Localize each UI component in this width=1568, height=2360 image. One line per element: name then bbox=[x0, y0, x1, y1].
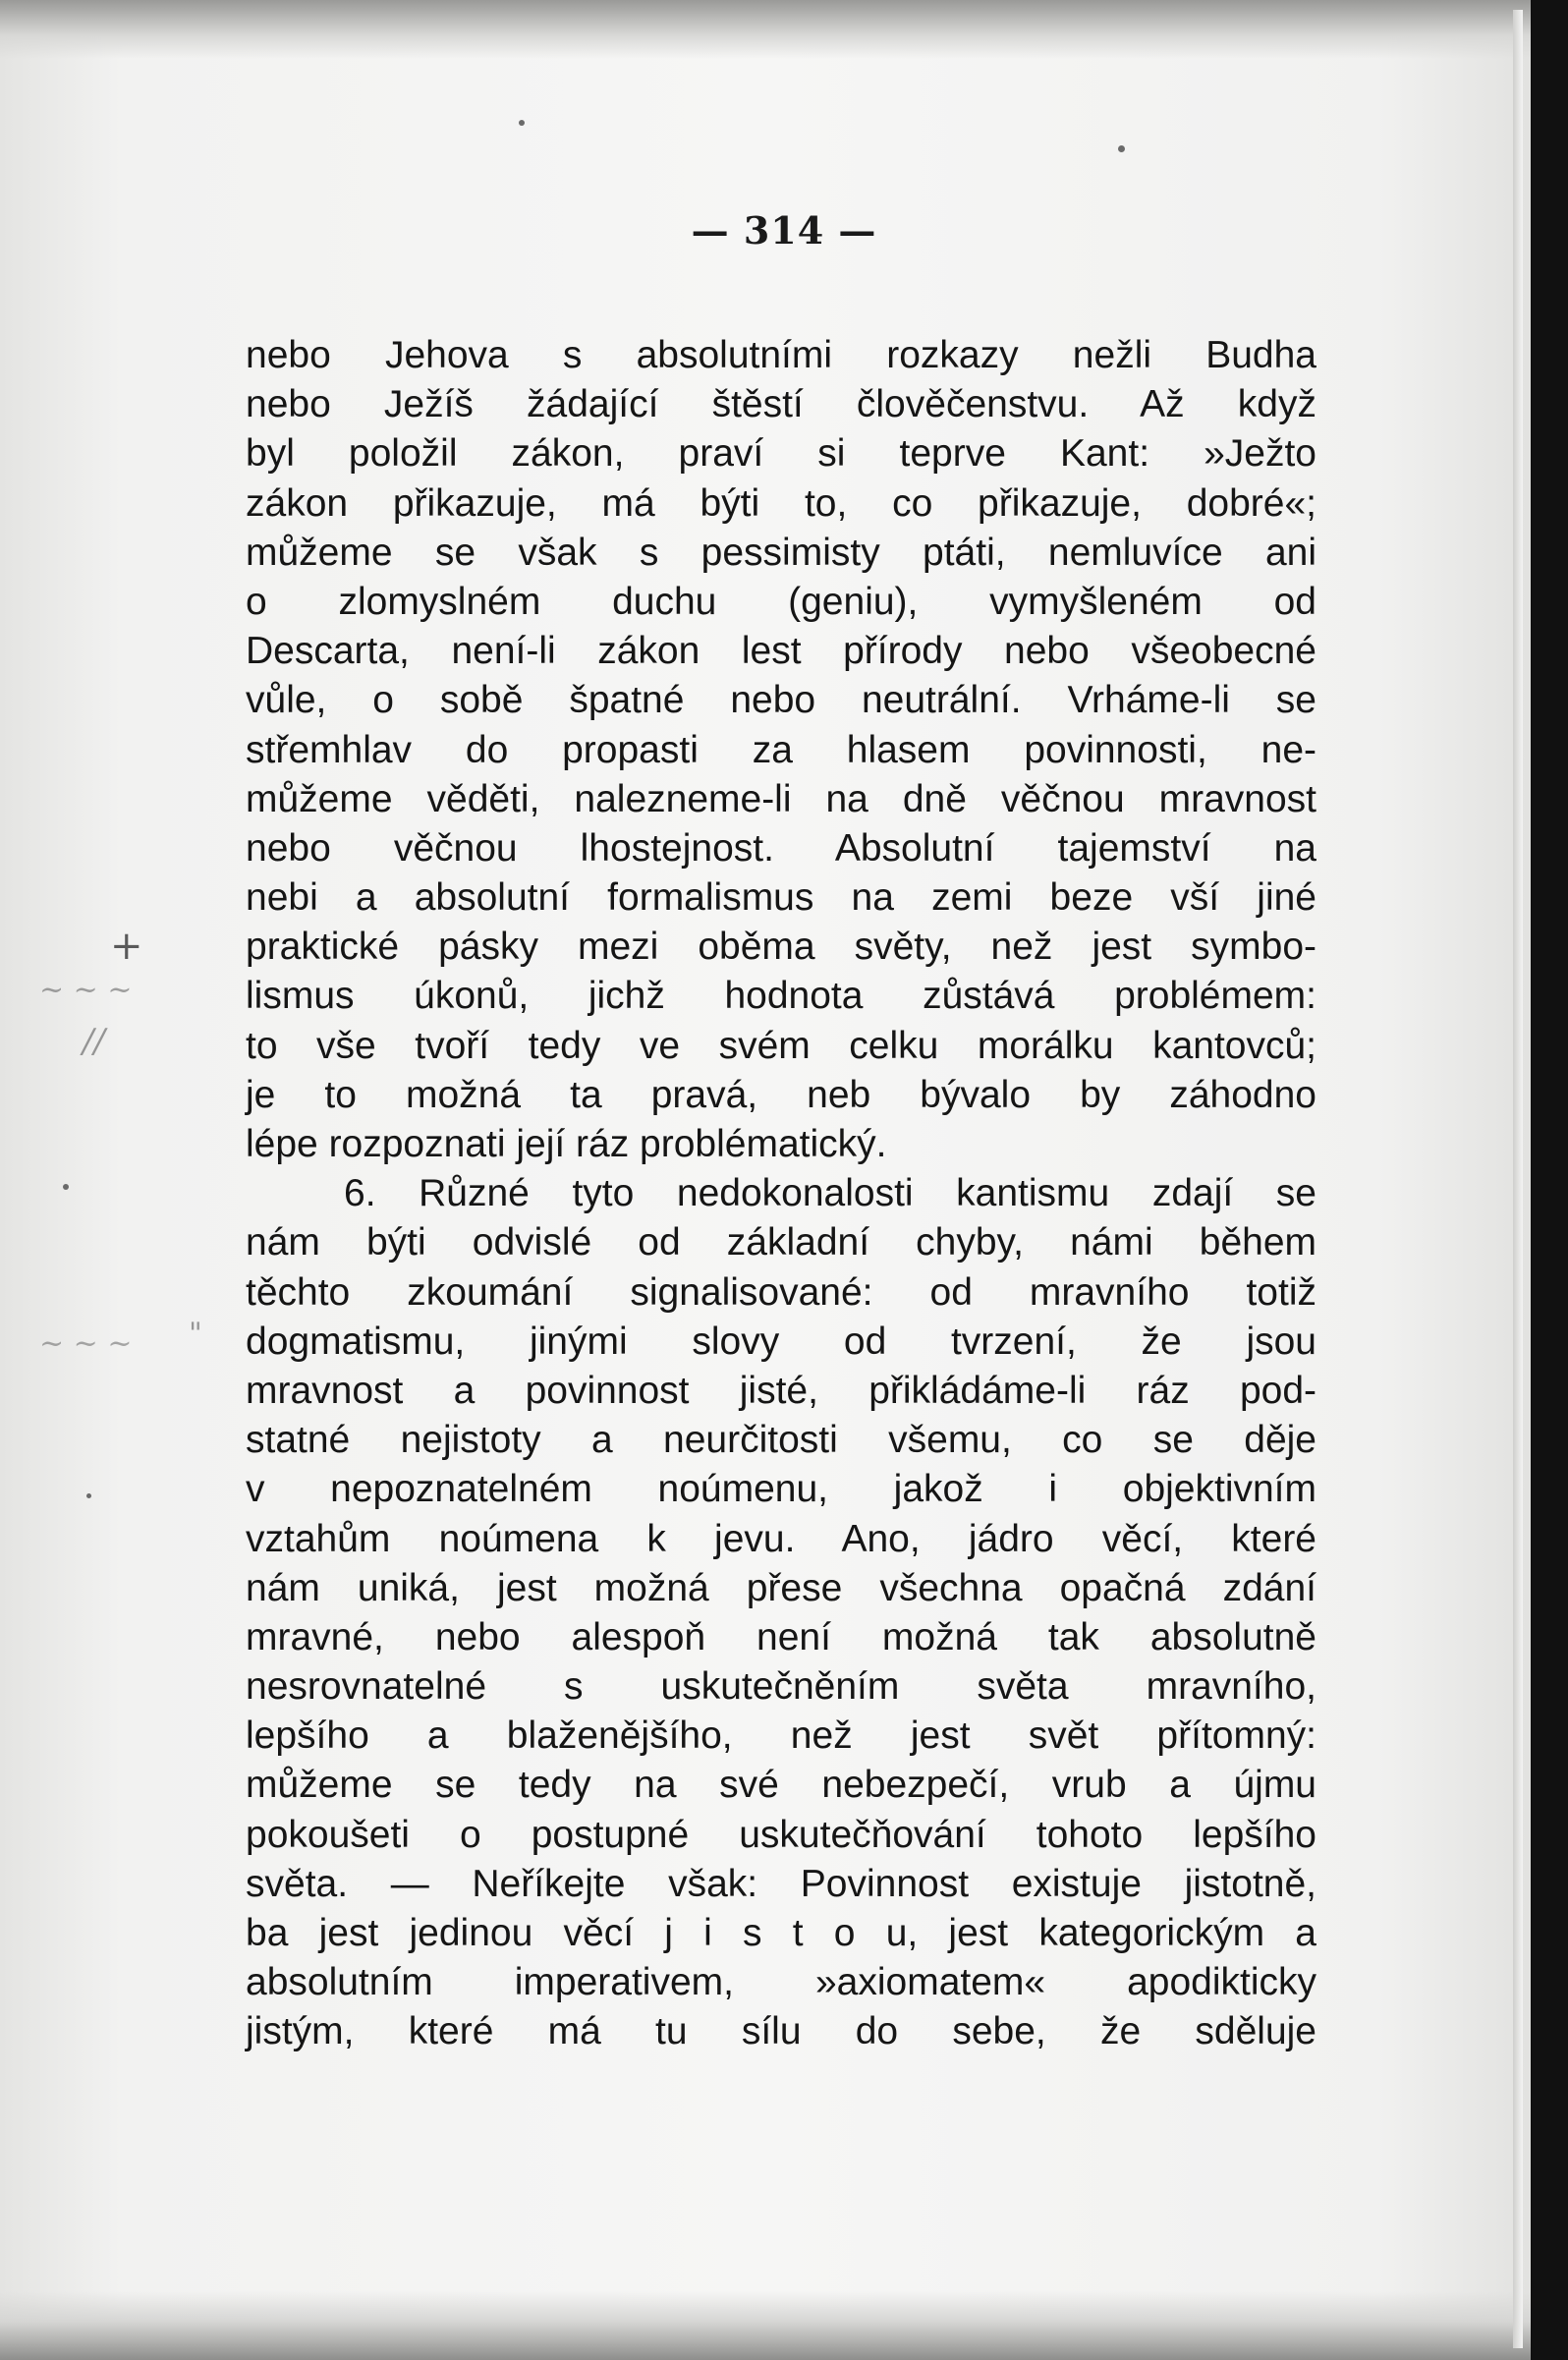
margin-pencil-scribble: ~ ~ ~ bbox=[39, 973, 133, 1007]
margin-pencil-mark: " bbox=[189, 1317, 202, 1351]
text-line: světa. — Neříkejte však: Povinnost existuje jistotně, bbox=[246, 1862, 1316, 1905]
text-line: to vše tvoří tedy ve svém celku morálku kantovců; bbox=[246, 1024, 1316, 1067]
text-line: vůle, o sobě špatné nebo neutrální. Vrháme-li se bbox=[246, 679, 1316, 722]
paper-speck bbox=[63, 1184, 69, 1190]
text-line: lepšího a blaženějšího, než jest svět přítomný: bbox=[246, 1714, 1316, 1758]
text-line: můžeme věděti, nalezneme-li na dně věčnou mravnost bbox=[246, 777, 1316, 820]
text-line: můžeme se tedy na své nebezpečí, vrub a újmu bbox=[246, 1764, 1316, 1807]
paragraph-last-line: lépe rozpoznati její ráz problématický. bbox=[246, 1123, 887, 1165]
text-line: zákon přikazuje, má býti to, co přikazuje, dobré«; bbox=[246, 481, 1316, 525]
text-line: mravnost a povinnost jisté, přikládáme-li ráz pod- bbox=[246, 1369, 1316, 1412]
text-line: lismus úkonů, jichž hodnota zůstává problémem: bbox=[246, 975, 1316, 1018]
text-line: těchto zkoumání signalisované: od mravního totiž bbox=[246, 1270, 1316, 1314]
text-line: pokoušeti o postupné uskutečňování tohoto lepšího bbox=[246, 1813, 1316, 1856]
text-line: v nepoznatelném noúmenu, jakož i objektivním bbox=[246, 1468, 1316, 1511]
paper-speck bbox=[86, 1493, 91, 1498]
text-line: střemhlav do propasti za hlasem povinnosti, ne- bbox=[246, 728, 1316, 771]
text-line: vztahům noúmena k jevu. Ano, jádro věcí, které bbox=[246, 1517, 1316, 1560]
paper-speck bbox=[1118, 145, 1125, 152]
text-line: jistým, které má tu sílu do sebe, že sděluje bbox=[246, 2010, 1316, 2053]
text-line: Descarta, není-li zákon lest přírody nebo všeobecné bbox=[246, 630, 1316, 673]
text-line: nám uniká, jest možná přese všechna opačná zdání bbox=[246, 1566, 1316, 1609]
margin-pencil-mark: + bbox=[110, 924, 143, 969]
paragraph-first-line: 6. Různé tyto nedokonalosti kantismu zdají se bbox=[344, 1172, 1316, 1215]
text-line: nebi a absolutní formalismus na zemi beze vší jiné bbox=[246, 876, 1316, 920]
text-line: je to možná ta pravá, neb bývalo by záhodno bbox=[246, 1073, 1316, 1116]
text-line: nám býti odvislé od základní chyby, námi během bbox=[246, 1221, 1316, 1264]
text-line: nebo Jehova s absolutními rozkazy nežli Budha bbox=[246, 334, 1316, 376]
text-line: praktické pásky mezi oběma světy, než jest symbo- bbox=[246, 926, 1316, 969]
text-line: absolutním imperativem, »axiomatem« apodikticky bbox=[246, 1961, 1316, 2004]
text-line: byl položil zákon, praví si teprve Kant: »Ježto bbox=[246, 432, 1316, 476]
text-line: nesrovnatelné s uskutečněním světa mravního, bbox=[246, 1665, 1316, 1709]
paper-speck bbox=[519, 120, 525, 126]
text-line: mravné, nebo alespoň není možná tak absolutně bbox=[246, 1615, 1316, 1658]
page-top-shadow bbox=[0, 0, 1531, 59]
text-line: nebo věčnou lhostejnost. Absolutní tajemství na bbox=[246, 826, 1316, 870]
text-line: můžeme se však s pessimisty ptáti, nemluvíce ani bbox=[246, 531, 1316, 574]
page-right-edge-strip bbox=[1513, 10, 1523, 2348]
page-bottom-shadow bbox=[0, 2291, 1531, 2360]
text-line: statné nejistoty a neurčitosti všemu, co se děje bbox=[246, 1419, 1316, 1462]
margin-pencil-scribble: ~ ~ ~ bbox=[39, 1326, 133, 1361]
body-text bbox=[246, 331, 1316, 2057]
text-line: ba jest jedinou věcí j i s t o u, jest kategorickým a bbox=[246, 1912, 1316, 1954]
text-line: nebo Ježíš žádající štěstí člověčenstvu. Až když bbox=[246, 383, 1316, 426]
scan-right-border bbox=[1531, 0, 1568, 2360]
text-line: o zlomyslném duchu (geniu), vymyšleném od bbox=[246, 580, 1316, 623]
text-line: dogmatismu, jinými slovy od tvrzení, že jsou bbox=[246, 1320, 1316, 1363]
margin-pencil-mark: // bbox=[83, 1022, 105, 1061]
page-number: — 314 — bbox=[691, 208, 877, 253]
